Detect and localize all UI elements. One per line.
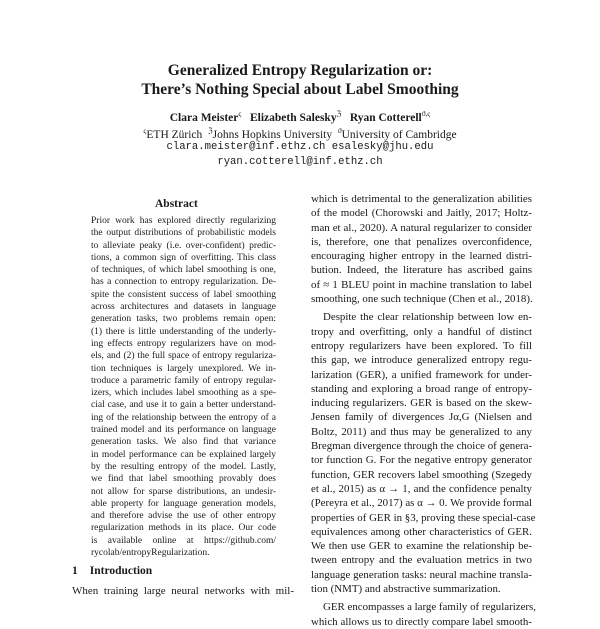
email-line[interactable]: clara.meister@inf.ethz.ch esalesky@jhu.edu: [166, 141, 434, 153]
abstract-line: able property for language generation models,: [91, 498, 276, 509]
body-line: inducing regularizers. GER is based on the skew-: [311, 397, 532, 410]
abstract-line: we find that label smoothing provably does: [91, 474, 276, 485]
author-list: [0, 107, 600, 125]
title-line-2: There’s Nothing Special about Label Smoothing: [141, 81, 459, 98]
body-line: bution. Indeed, the literature has ascribed gains: [311, 264, 532, 277]
body-line: function, GER recovers label smoothing (Szegedy: [311, 468, 532, 481]
body-line: of the model (Chorowski and Jaitly, 2017; Holtz-: [311, 207, 532, 220]
body-line: (Pereyra et al., 2017) as α → 0. We provide formal: [311, 497, 533, 510]
body-line: smoothing, one such technique (Chen et al., 2018).: [311, 293, 533, 306]
section-number: 1: [72, 565, 78, 577]
abstract-line: els, and (2) the full space of entropy regulariza-: [91, 351, 276, 362]
section-heading: [72, 565, 152, 577]
abstract-line: to alleviate peaky (i.e. over-confident) predic-: [91, 240, 276, 251]
section-title: Introduction: [89, 565, 153, 577]
affiliation-mark: ς: [143, 126, 147, 135]
body-line: encouraging higher entropy in the learned distri-: [311, 250, 532, 263]
body-line: GER encompasses a large family of regularizers,: [323, 601, 536, 614]
abstract-line: tion techniques is largely unexplored. We in-: [91, 363, 276, 374]
body-line: standing and exploring a broad range of entropy-: [311, 382, 532, 395]
body-line: tween entropy and the evaluation metrics in two: [311, 554, 532, 567]
paper-title: [0, 61, 600, 99]
affiliation-mark: ϑ: [337, 126, 342, 135]
abstract-line: generation tasks, two problems remain open:: [91, 314, 276, 325]
body-line: language generation tasks: neural machine transla-: [311, 568, 532, 581]
abstract-body: [91, 215, 276, 559]
body-line: properties of GER in §3, proving these special-case: [311, 511, 536, 524]
abstract-line: has a connection to entropy regularization. De-: [91, 277, 276, 288]
abstract-line: of techniques, of which label smoothing is one,: [91, 265, 276, 276]
abstract-heading: Abstract: [155, 198, 198, 210]
abstract-line: generation tasks. We also find that variance: [91, 437, 276, 448]
body-line: this gap, we introduce generalized entropy regu-: [311, 354, 532, 367]
email-block: [0, 140, 600, 170]
abstract-line: across architectures and datasets in language: [91, 302, 276, 313]
affiliation-name: Johns Hopkins University: [212, 128, 333, 141]
affiliation-name: University of Cambridge: [341, 128, 457, 141]
abstract-line: tions, a common sign of overfitting. This class: [91, 252, 276, 263]
abstract-line: cial case, and use it to gain a better understand-: [91, 400, 276, 411]
abstract-line: in model performance can be explained largely: [91, 449, 276, 460]
author-mark: ℨ: [336, 109, 342, 118]
abstract-line: is available online at https://github.com/: [91, 535, 276, 546]
body-line: tropy and overfitting, only a handful of distinct: [311, 325, 532, 338]
body-line: man et al., 2020). A natural regularizer to consider: [311, 221, 532, 234]
abstract-line: the output distributions of probabilistic models: [91, 228, 276, 239]
author-mark: ϑ,ς: [421, 109, 431, 118]
body-line: Boltz, 2011) and thus may be generalized to any: [311, 425, 532, 438]
body-line: We then use GER to examine the relationship be-: [311, 540, 532, 553]
email-line[interactable]: ryan.cotterell@inf.ethz.ch: [217, 156, 383, 168]
affiliation-name: ETH Zürich: [146, 128, 203, 141]
abstract-line: and therefore advise the use of other entropy: [91, 511, 276, 522]
abstract-line: by the resulting entropy of the model. Lastly,: [91, 461, 276, 472]
abstract-line: izers, which includes label smoothing as a spe-: [91, 388, 276, 399]
author-name: Ryan Cotterell: [349, 111, 422, 124]
abstract-line: troduce a parametric family of entropy regular-: [91, 375, 276, 386]
body-line: Bregman divergence through the choice of genera-: [311, 440, 533, 453]
body-line: equivalences among other characteristics of GER.: [311, 525, 532, 538]
body-line: Jensen family of divergences Jα,G (Nielsen and: [311, 411, 532, 424]
body-line: which is detrimental to the generalization abilities: [311, 193, 532, 205]
affiliation-mark: ℨ: [208, 126, 213, 135]
body-line: larization (GER), a unified framework for under-: [311, 368, 532, 381]
abstract-line: spite the consistent success of label smoothing: [91, 289, 276, 300]
abstract-line: ing of the relationship between the entropy of a: [91, 412, 276, 423]
body-line: entropy regularizers have been explored. To fill: [311, 339, 532, 352]
author-mark: ς: [238, 109, 242, 118]
abstract-line: trained model and its performance on language: [91, 425, 276, 436]
body-line: tor function G. For the negative entropy generator: [311, 454, 532, 467]
intro-first-line: When training large neural networks with mil-: [72, 585, 294, 597]
body-line: tion (NMT) and abstractive summarization.: [311, 583, 501, 596]
author-name: Clara Meister: [169, 111, 239, 124]
abstract-line: Prior work has explored directly regularizing: [91, 216, 276, 226]
body-line: Despite the clear relationship between low en-: [323, 311, 532, 324]
body-line: of ≈ 1 BLEU point in machine translation to label: [311, 278, 532, 291]
abstract-line: (1) there is little understanding of the underly-: [91, 326, 276, 337]
author-name: Elizabeth Salesky: [249, 111, 337, 124]
abstract-line: rycolab/entropyRegularization.: [91, 548, 210, 559]
title-line-1: Generalized Entropy Regularization or:: [167, 62, 433, 79]
body-line: et al., 2015) as α → 1, and the confidence penalty: [311, 482, 532, 495]
abstract-line: regularization methods in its place. Our code: [91, 523, 276, 534]
body-line: which allows us to directly compare label smooth-: [311, 615, 532, 628]
abstract-line: ing effects entropy regularizers have on mod-: [91, 338, 276, 349]
right-column: [311, 192, 536, 629]
body-line: is, therefore, one that penalizes overconfidence,: [311, 235, 532, 248]
abstract-line: not allow for sparse distributions, an undesir-: [91, 486, 276, 497]
